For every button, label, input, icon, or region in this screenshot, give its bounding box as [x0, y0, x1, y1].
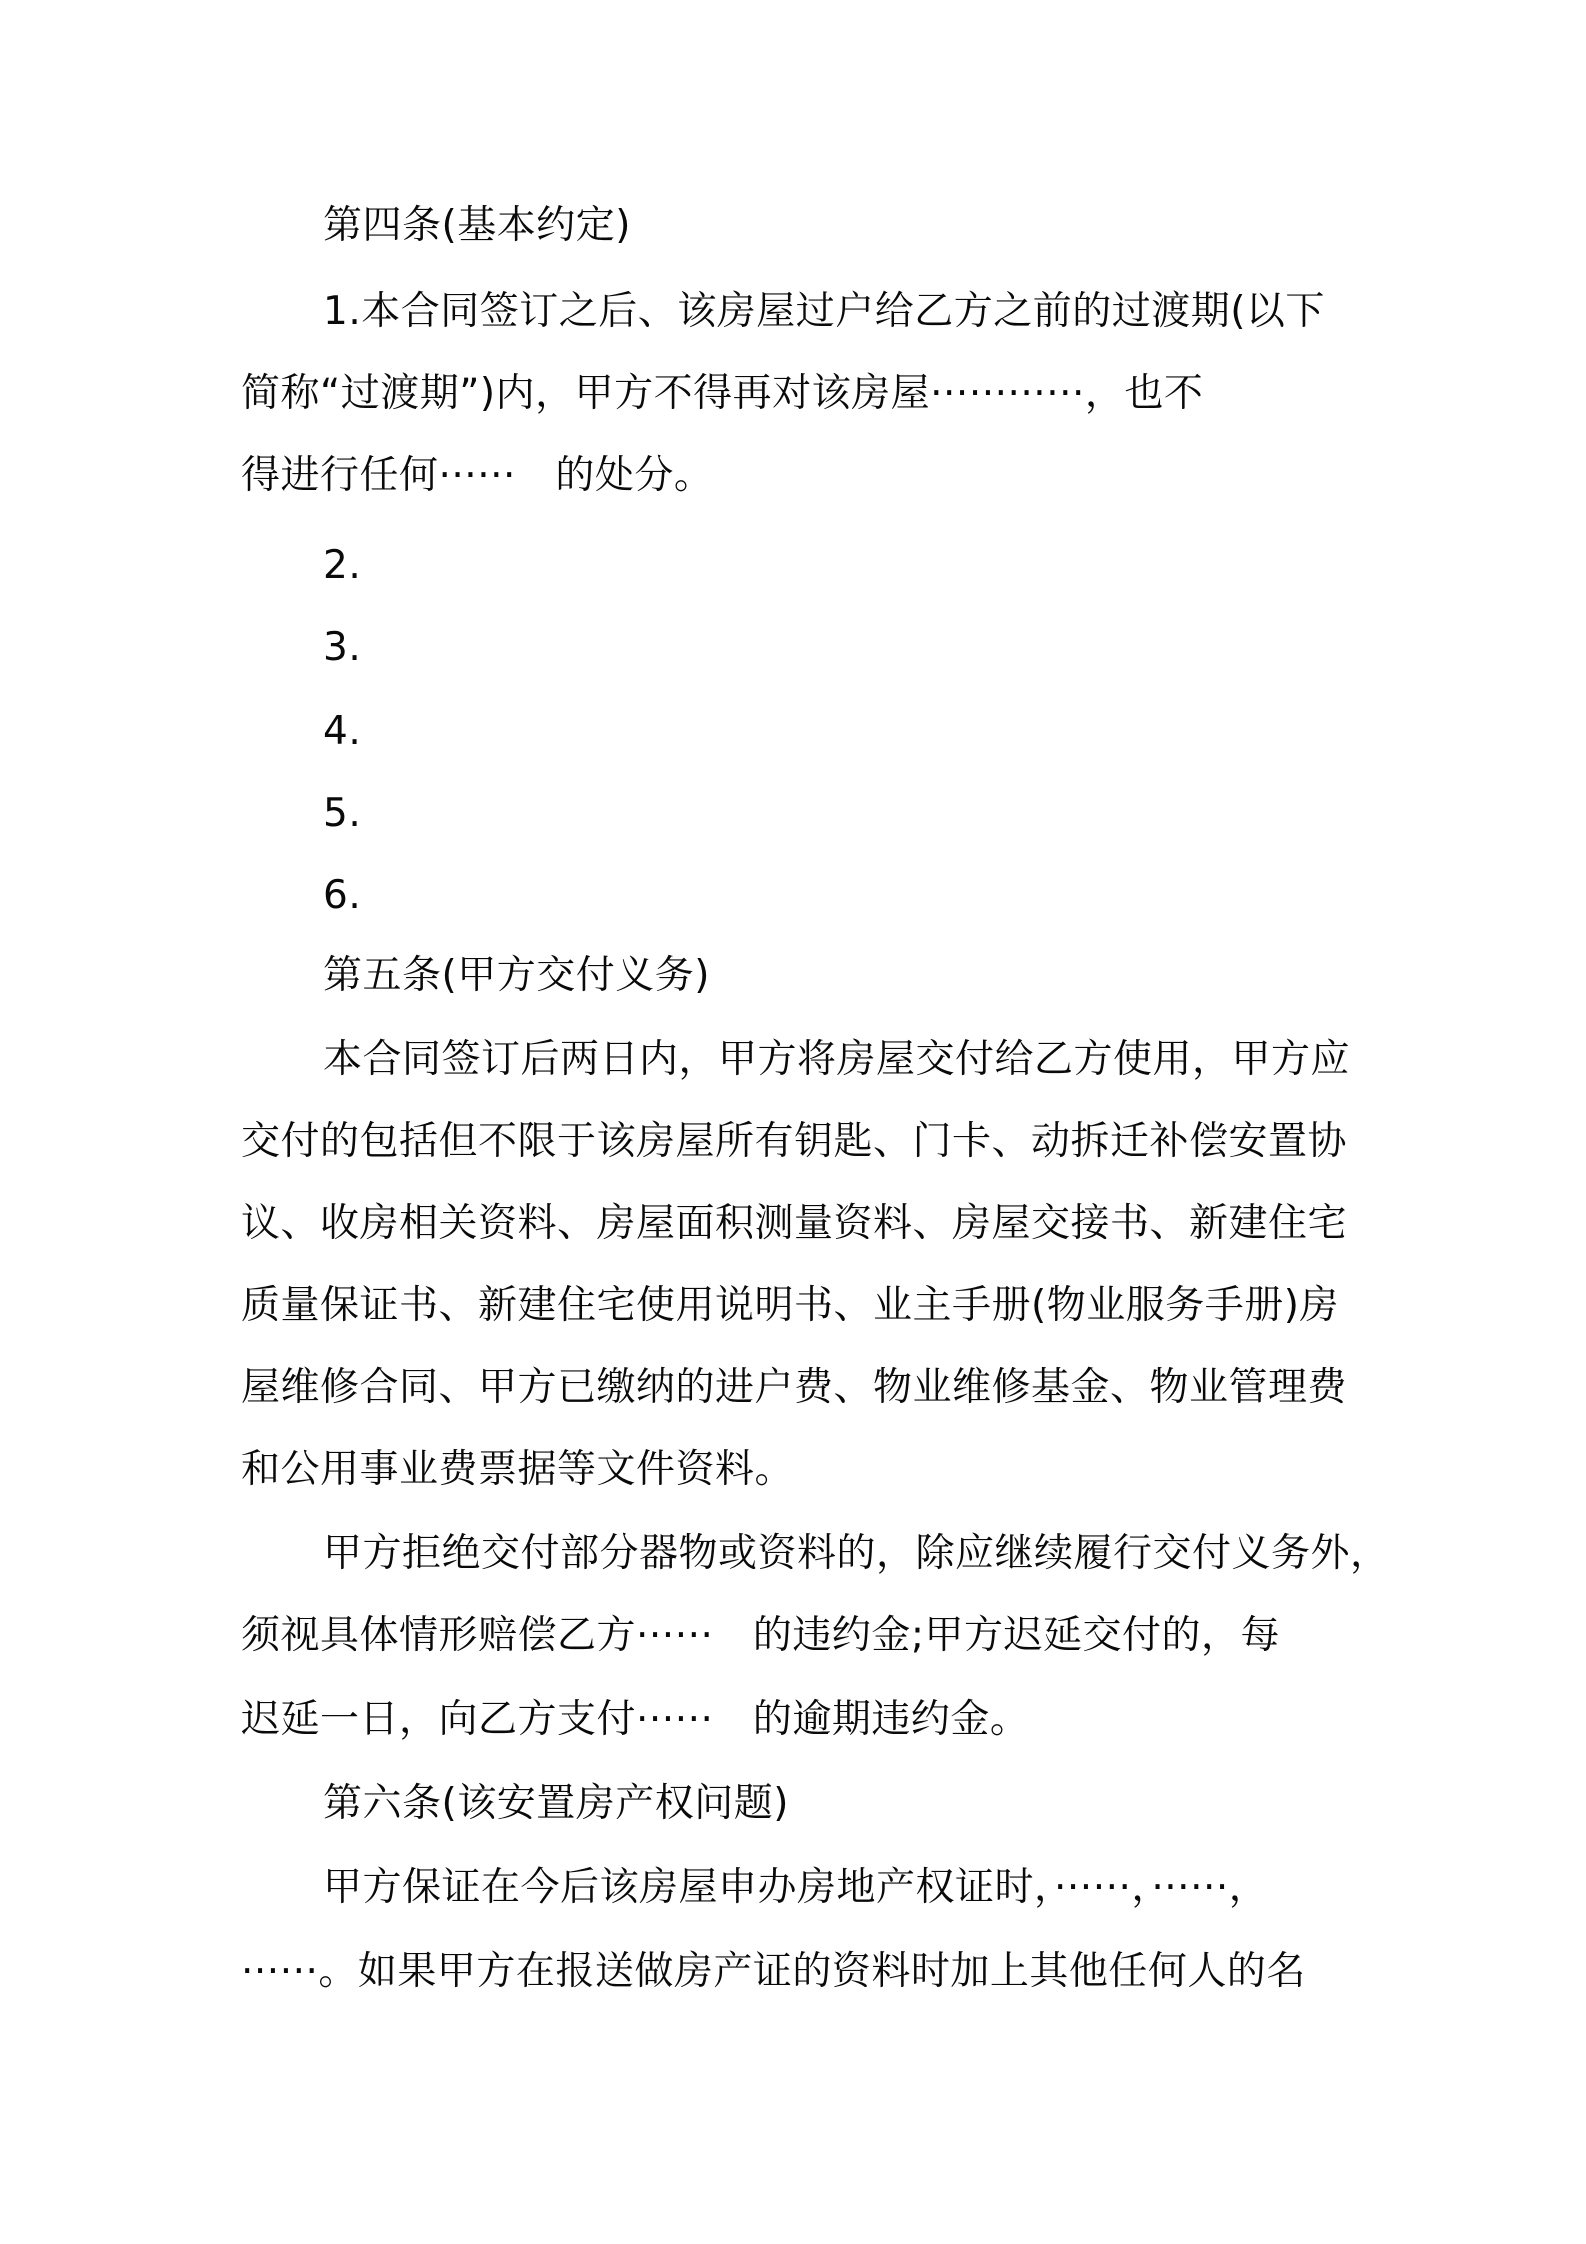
article-4-clause-1-line: 简称“过渡期”)内，甲方不得再对该房屋············，也不 — [241, 371, 1204, 416]
article-6-paragraph-line: ······。如果甲方在报送做房产证的资料时加上其他任何人的名 — [241, 1949, 1306, 1994]
article-5-paragraph-line: 质量保证书、新建住宅使用说明书、业主手册(物业服务手册)房 — [241, 1283, 1339, 1328]
article-5-paragraph-line: 本合同签订后两日内，甲方将房屋交付给乙方使用，甲方应 — [323, 1037, 1351, 1082]
article-4-item: 6. — [323, 873, 362, 918]
article-4-item: 2. — [323, 543, 362, 588]
article-5-paragraph-line: 甲方拒绝交付部分器物或资料的，除应继续履行交付义务外， — [323, 1531, 1390, 1576]
article-4-item: 5. — [323, 791, 362, 836]
article-6-heading: 第六条(该安置房产权问题) — [323, 1781, 789, 1826]
article-4-item: 4. — [323, 709, 362, 754]
article-4-clause-1-line: 得进行任何······ 的处分。 — [241, 453, 714, 498]
article-4-item: 3. — [323, 625, 362, 670]
article-5-paragraph-line: 须视具体情形赔偿乙方······ 的违约金;甲方迟延交付的，每 — [241, 1613, 1281, 1658]
article-5-heading: 第五条(甲方交付义务) — [323, 953, 710, 998]
article-5-paragraph-line: 交付的包括但不限于该房屋所有钥匙、门卡、动拆迁补偿安置协 — [241, 1119, 1348, 1164]
article-6-paragraph-line: 甲方保证在今后该房屋申办房地产权证时，······，······， — [323, 1865, 1269, 1910]
article-4-clause-1-line: 1.本合同签订之后、该房屋过户给乙方之前的过渡期(以下 — [323, 289, 1325, 334]
article-5-paragraph-line: 屋维修合同、甲方已缴纳的进户费、物业维修基金、物业管理费 — [241, 1365, 1348, 1410]
article-5-paragraph-line: 议、收房相关资料、房屋面积测量资料、房屋交接书、新建住宅 — [241, 1201, 1348, 1246]
article-5-paragraph-line: 和公用事业费票据等文件资料。 — [241, 1447, 795, 1492]
article-4-heading: 第四条(基本约定) — [323, 203, 631, 248]
article-5-paragraph-line: 迟延一日，向乙方支付······ 的逾期违约金。 — [241, 1697, 1030, 1742]
